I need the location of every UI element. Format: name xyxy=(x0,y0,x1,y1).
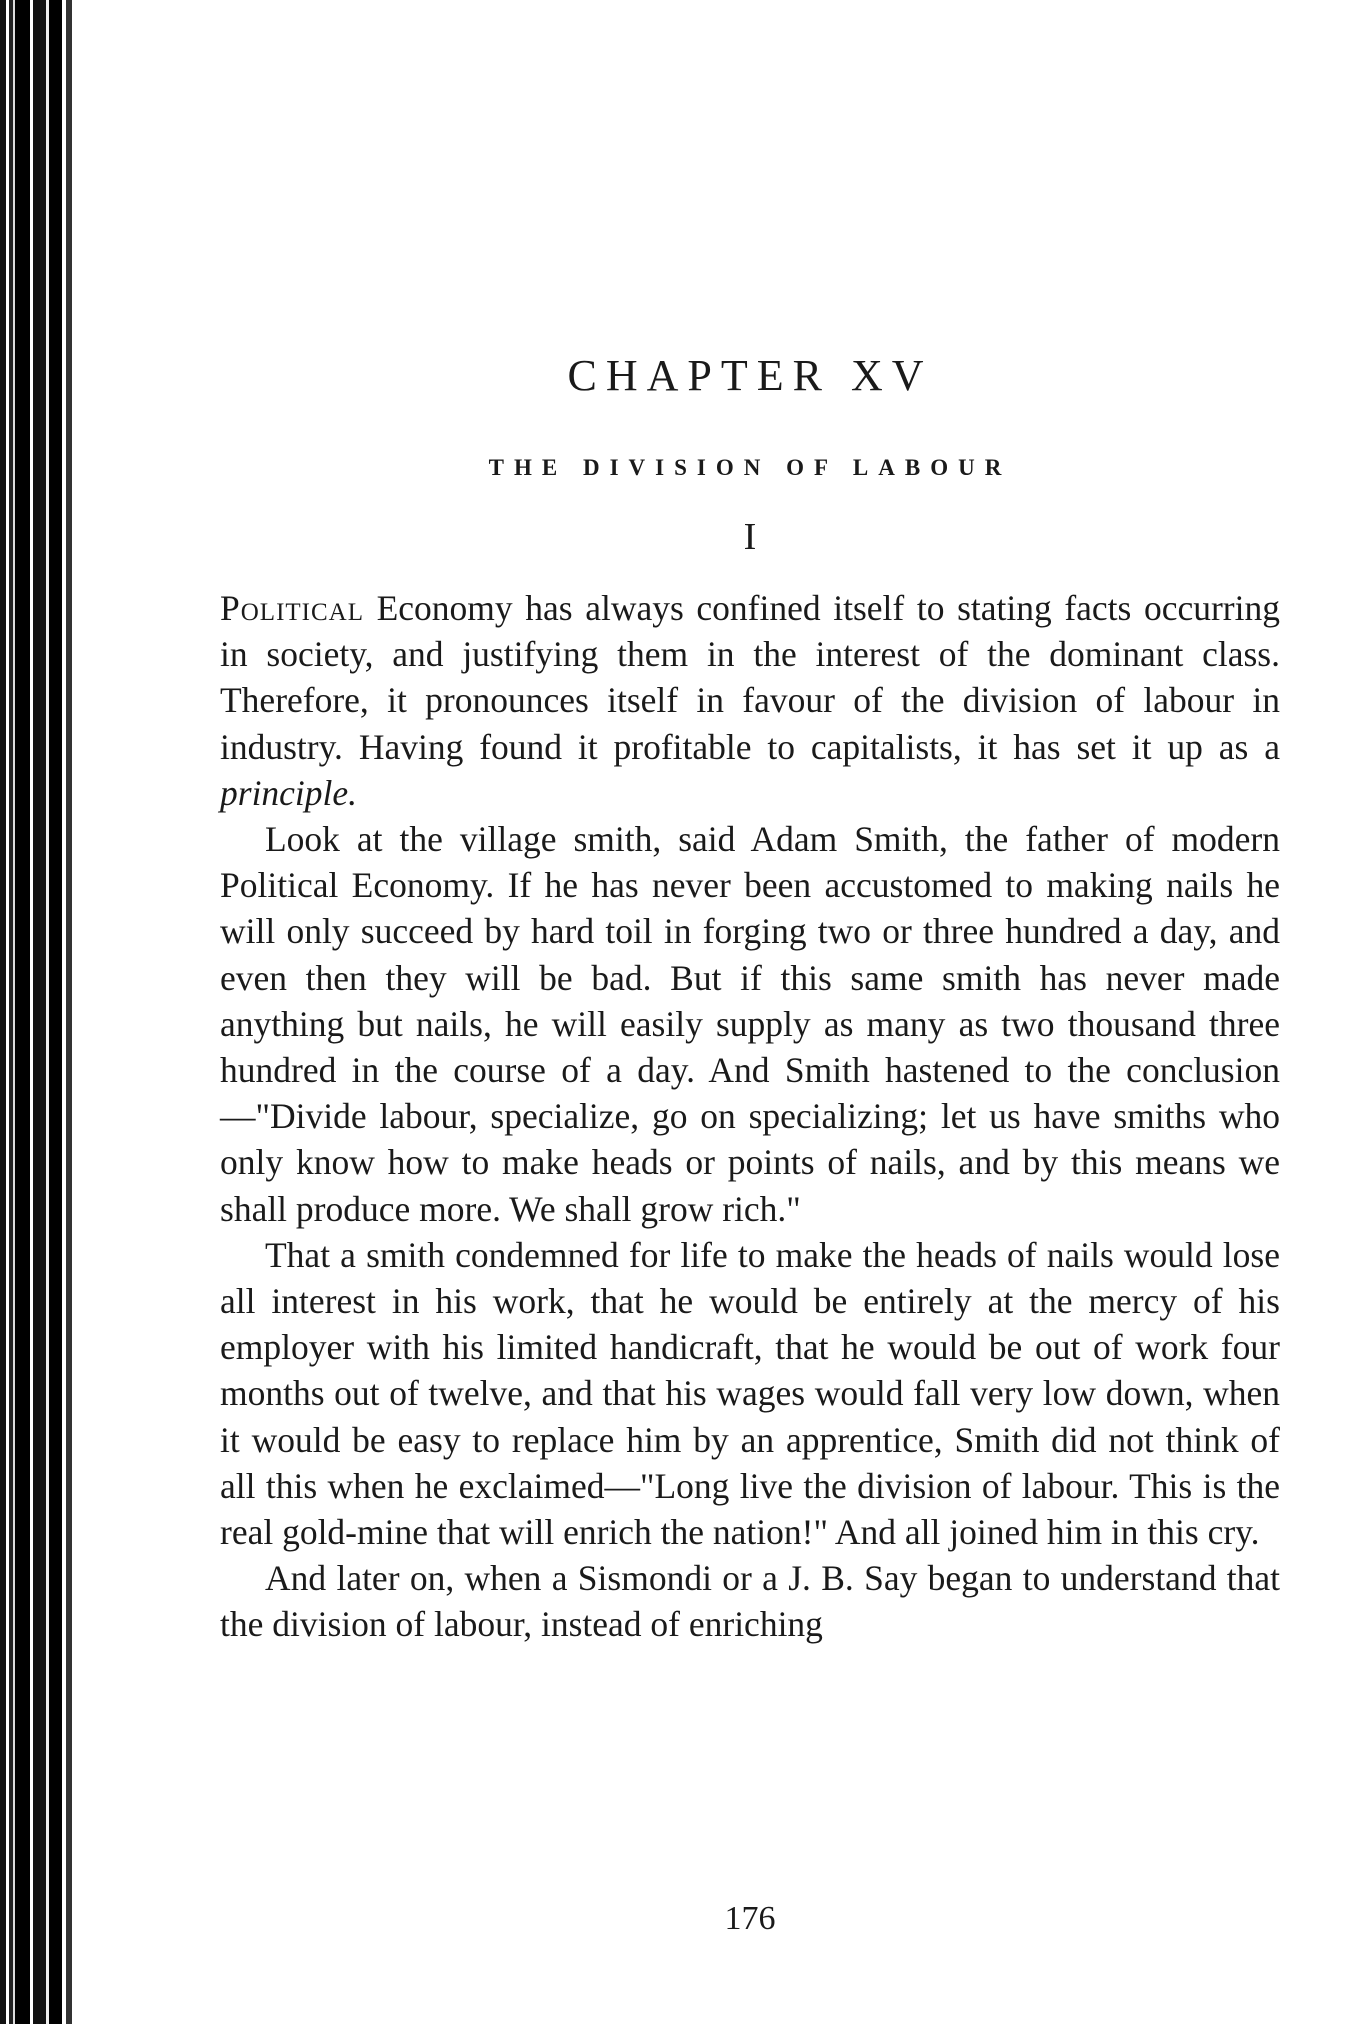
paragraph-1-text: Economy has always confined itself to stating facts occurring in society, and justifying them in the interest of the dominant class. Therefore, it pronounces itself in favour of the division of labour in industry. Having found it profitable to capitalists, it has set it up as a xyxy=(220,588,1280,767)
paragraph-1-lead-in: Political xyxy=(220,588,364,628)
chapter-subtitle: THE DIVISION OF LABOUR xyxy=(488,455,1012,480)
paragraph-2: Look at the village smith, said Adam Smith, the father of modern Political Economy. If he has never been accustomed to making nails he will only succeed by hard toil in forging two or three hundred a day, and even then they will be bad. But if this same smith has never made anything but nails, he will easily supply as many as two thousand three hundred in the course of a day. And Smith hastened to the conclusion—"Divide labour, specialize, go on specializing; let us have smiths who only know how to make heads or points of nails, and by this means we shall produce more. We shall grow rich." xyxy=(220,819,1280,1229)
page-number: 176 xyxy=(724,1900,776,1937)
body-text xyxy=(220,585,1280,1648)
book-page xyxy=(220,0,1280,2024)
paragraph-1-emphasis: principle. xyxy=(220,772,358,813)
paragraph-1 xyxy=(220,585,1280,816)
paragraph-3: That a smith condemned for life to make the heads of nails would lose all interest in his work, that he would be entirely at the mercy of his employer with his limited handicraft, that he would be out of work four months out of twelve, and that his wages would fall very low down, when it would be easy to replace him by an apprentice, Smith did not think of all this when he exclaimed—"Long live the division of labour. This is the real gold-mine that will enrich the nation!" And all joined him in this cry. xyxy=(220,1234,1280,1553)
paragraph-4: And later on, when a Sismondi or a J. B. Say began to understand that the division of labour, instead of enriching xyxy=(220,1558,1280,1645)
section-number: I xyxy=(743,516,757,558)
book-binding-edge xyxy=(0,0,82,2024)
chapter-title: CHAPTER XV xyxy=(567,351,933,400)
